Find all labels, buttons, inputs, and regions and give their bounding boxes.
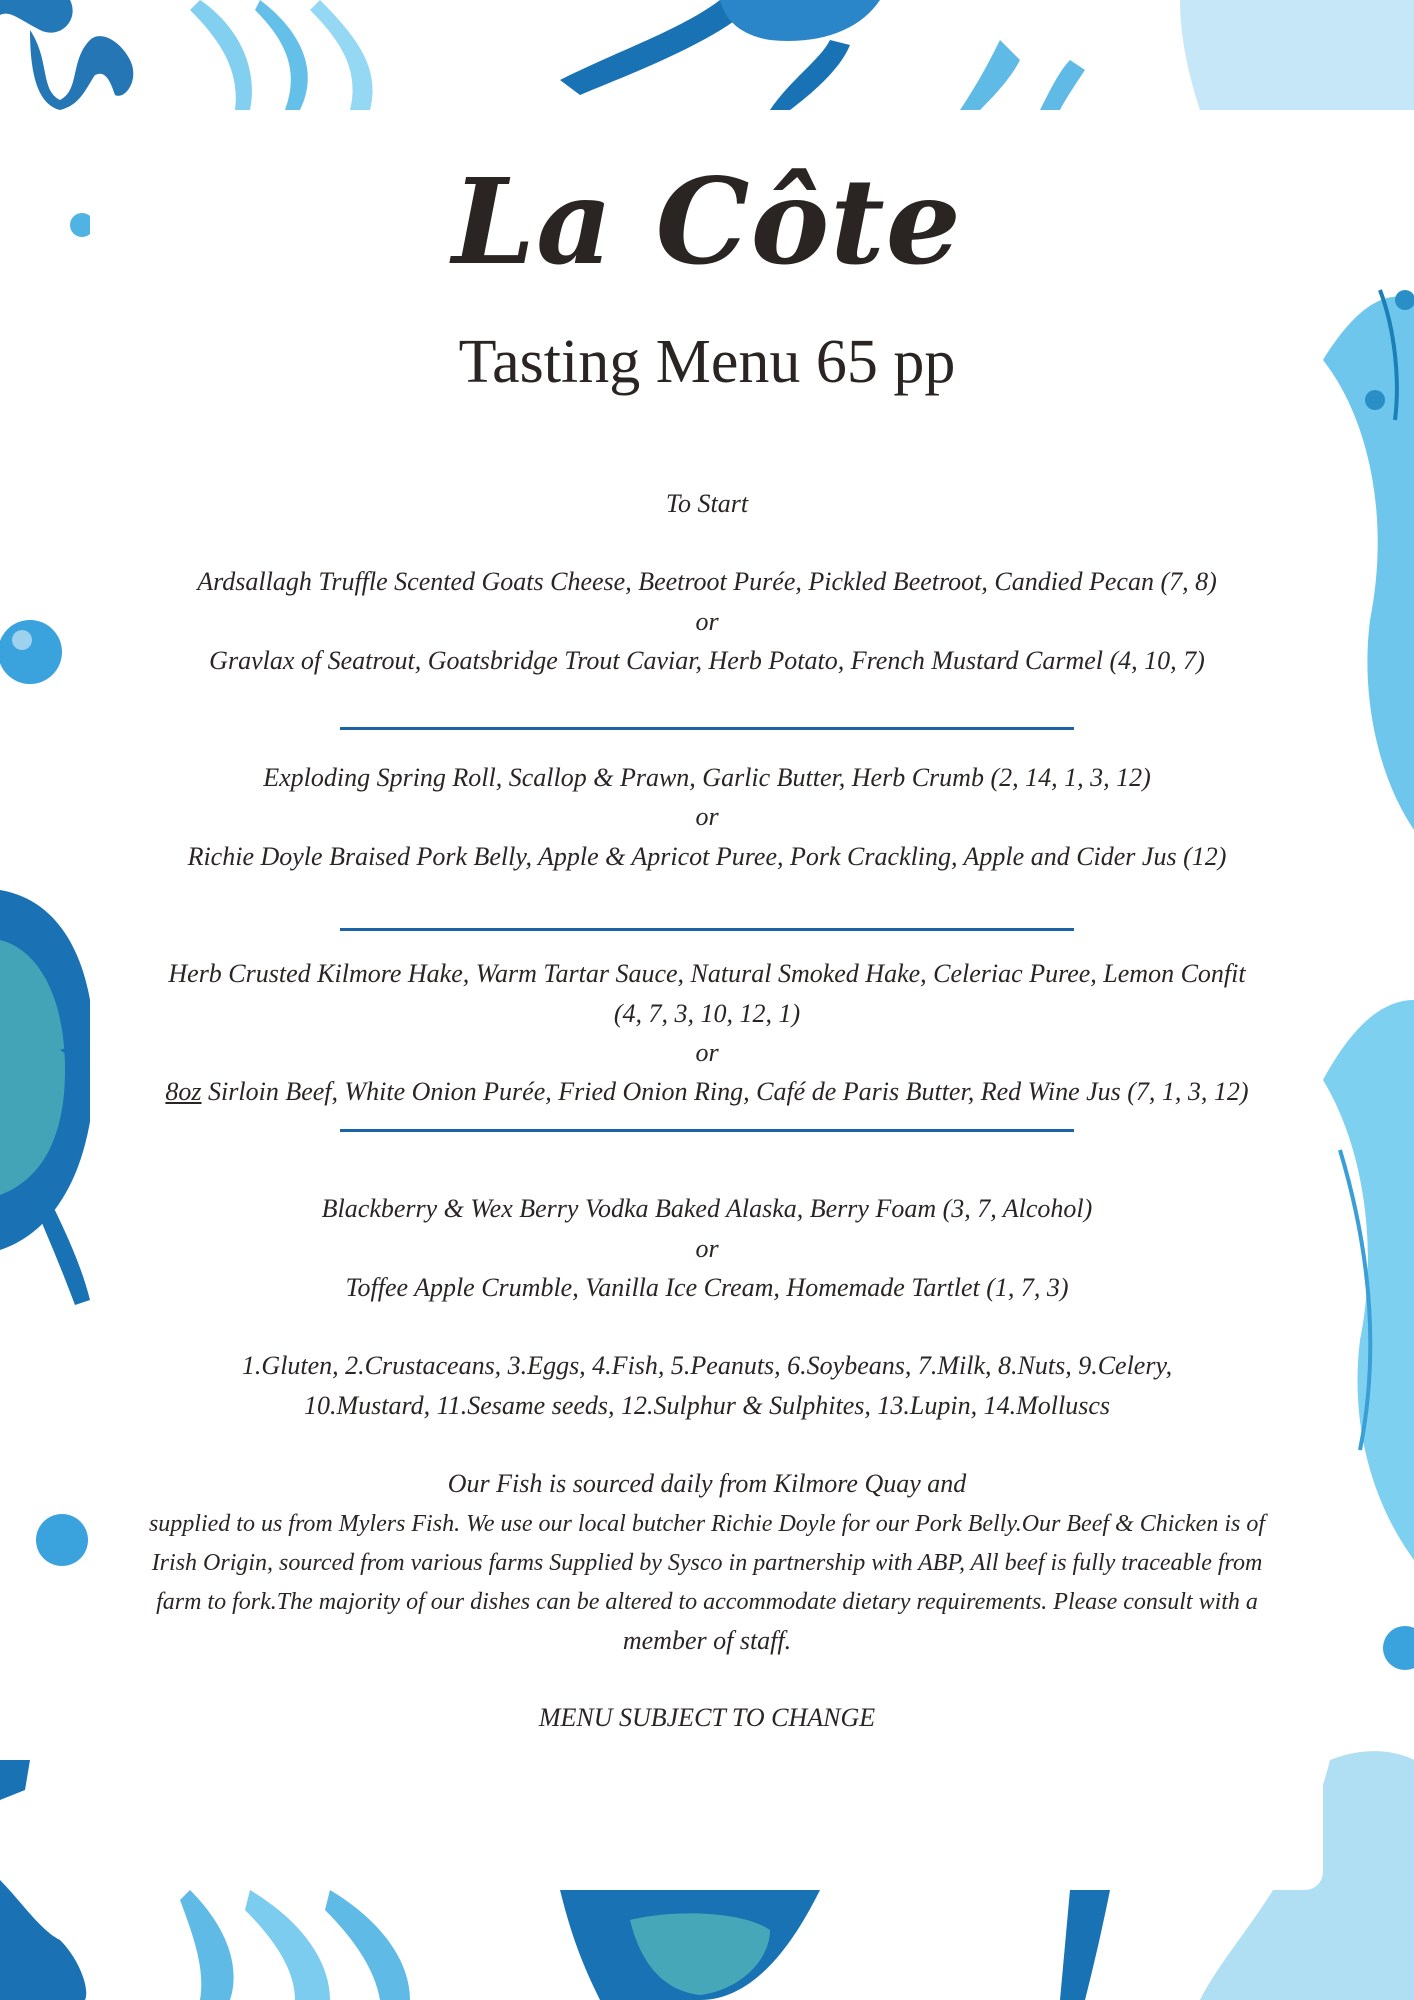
menu-title: Tasting Menu 65 pp [458, 328, 956, 396]
menu-item [0, 1072, 1414, 1112]
divider-line [340, 727, 1074, 730]
menu-footer: MENU SUBJECT TO CHANGE [538, 1703, 876, 1732]
menu-item: Exploding Spring Roll, Scallop & Prawn, Garlic Butter, Herb Crumb (2, 14, 1, 3, 12) [263, 763, 1151, 792]
menu-item: Gravlax of Seatrout, Goatsbridge Trout Caviar, Herb Potato, French Mustard Carmel (4, 10, 7) [209, 646, 1205, 675]
or-label: or [695, 607, 719, 636]
sourcing-note: Our Fish is sourced daily from Kilmore Quay and [447, 1469, 967, 1498]
steak-weight: 8oz [165, 1077, 202, 1106]
top-turtle-decoration [560, 0, 1085, 110]
or-label: or [695, 802, 719, 831]
or-label: or [695, 1234, 719, 1263]
sourcing-note: Irish Origin, sourced from various farms Supplied by Sysco in partnership with ABP, All beef is fully traceable from [151, 1550, 1263, 1576]
sourcing-note: member of staff. [622, 1626, 792, 1655]
allergen-key: 10.Mustard, 11.Sesame seeds, 12.Sulphur & Sulphites, 13.Lupin, 14.Molluscs [304, 1391, 1110, 1420]
menu-item: Toffee Apple Crumble, Vanilla Ice Cream, Homemade Tartlet (1, 7, 3) [345, 1273, 1069, 1302]
menu-item: Blackberry & Wex Berry Vodka Baked Alaska, Berry Foam (3, 7, Alcohol) [321, 1194, 1093, 1223]
allergen-key: 1.Gluten, 2.Crustaceans, 3.Eggs, 4.Fish, 5.Peanuts, 6.Soybeans, 7.Milk, 8.Nuts, 9.Celery, [241, 1351, 1173, 1380]
menu-item: Herb Crusted Kilmore Hake, Warm Tartar Sauce, Natural Smoked Hake, Celeriac Puree, Lemon Confit [168, 959, 1246, 988]
sourcing-note: farm to fork.The majority of our dishes can be altered to accommodate dietary requirements. Please consult with a [156, 1589, 1258, 1615]
menu-item: Richie Doyle Braised Pork Belly, Apple & Apricot Puree, Pork Crackling, Apple and Cider Jus (12) [187, 842, 1227, 871]
menu-item-allergens: (4, 7, 3, 10, 12, 1) [613, 999, 801, 1028]
sourcing-note: supplied to us from Mylers Fish. We use our local butcher Richie Doyle for our Pork Belly.Our Beef & Chicken is of [148, 1511, 1266, 1537]
divider-line [340, 928, 1074, 931]
restaurant-name: La Côte [452, 152, 962, 291]
menu-item-text: Sirloin Beef, White Onion Purée, Fried Onion Ring, Café de Paris Butter, Red Wine Jus (7, 1, 3, 12) [201, 1077, 1249, 1106]
top-left-coral-decoration [0, 0, 373, 110]
divider-line [340, 1129, 1074, 1132]
top-right-wash-decoration [1180, 0, 1414, 110]
or-label: or [695, 1038, 719, 1067]
menu-item: Ardsallagh Truffle Scented Goats Cheese, Beetroot Purée, Pickled Beetroot, Candied Pecan (7, 8) [197, 567, 1217, 596]
section-heading: To Start [665, 489, 749, 518]
